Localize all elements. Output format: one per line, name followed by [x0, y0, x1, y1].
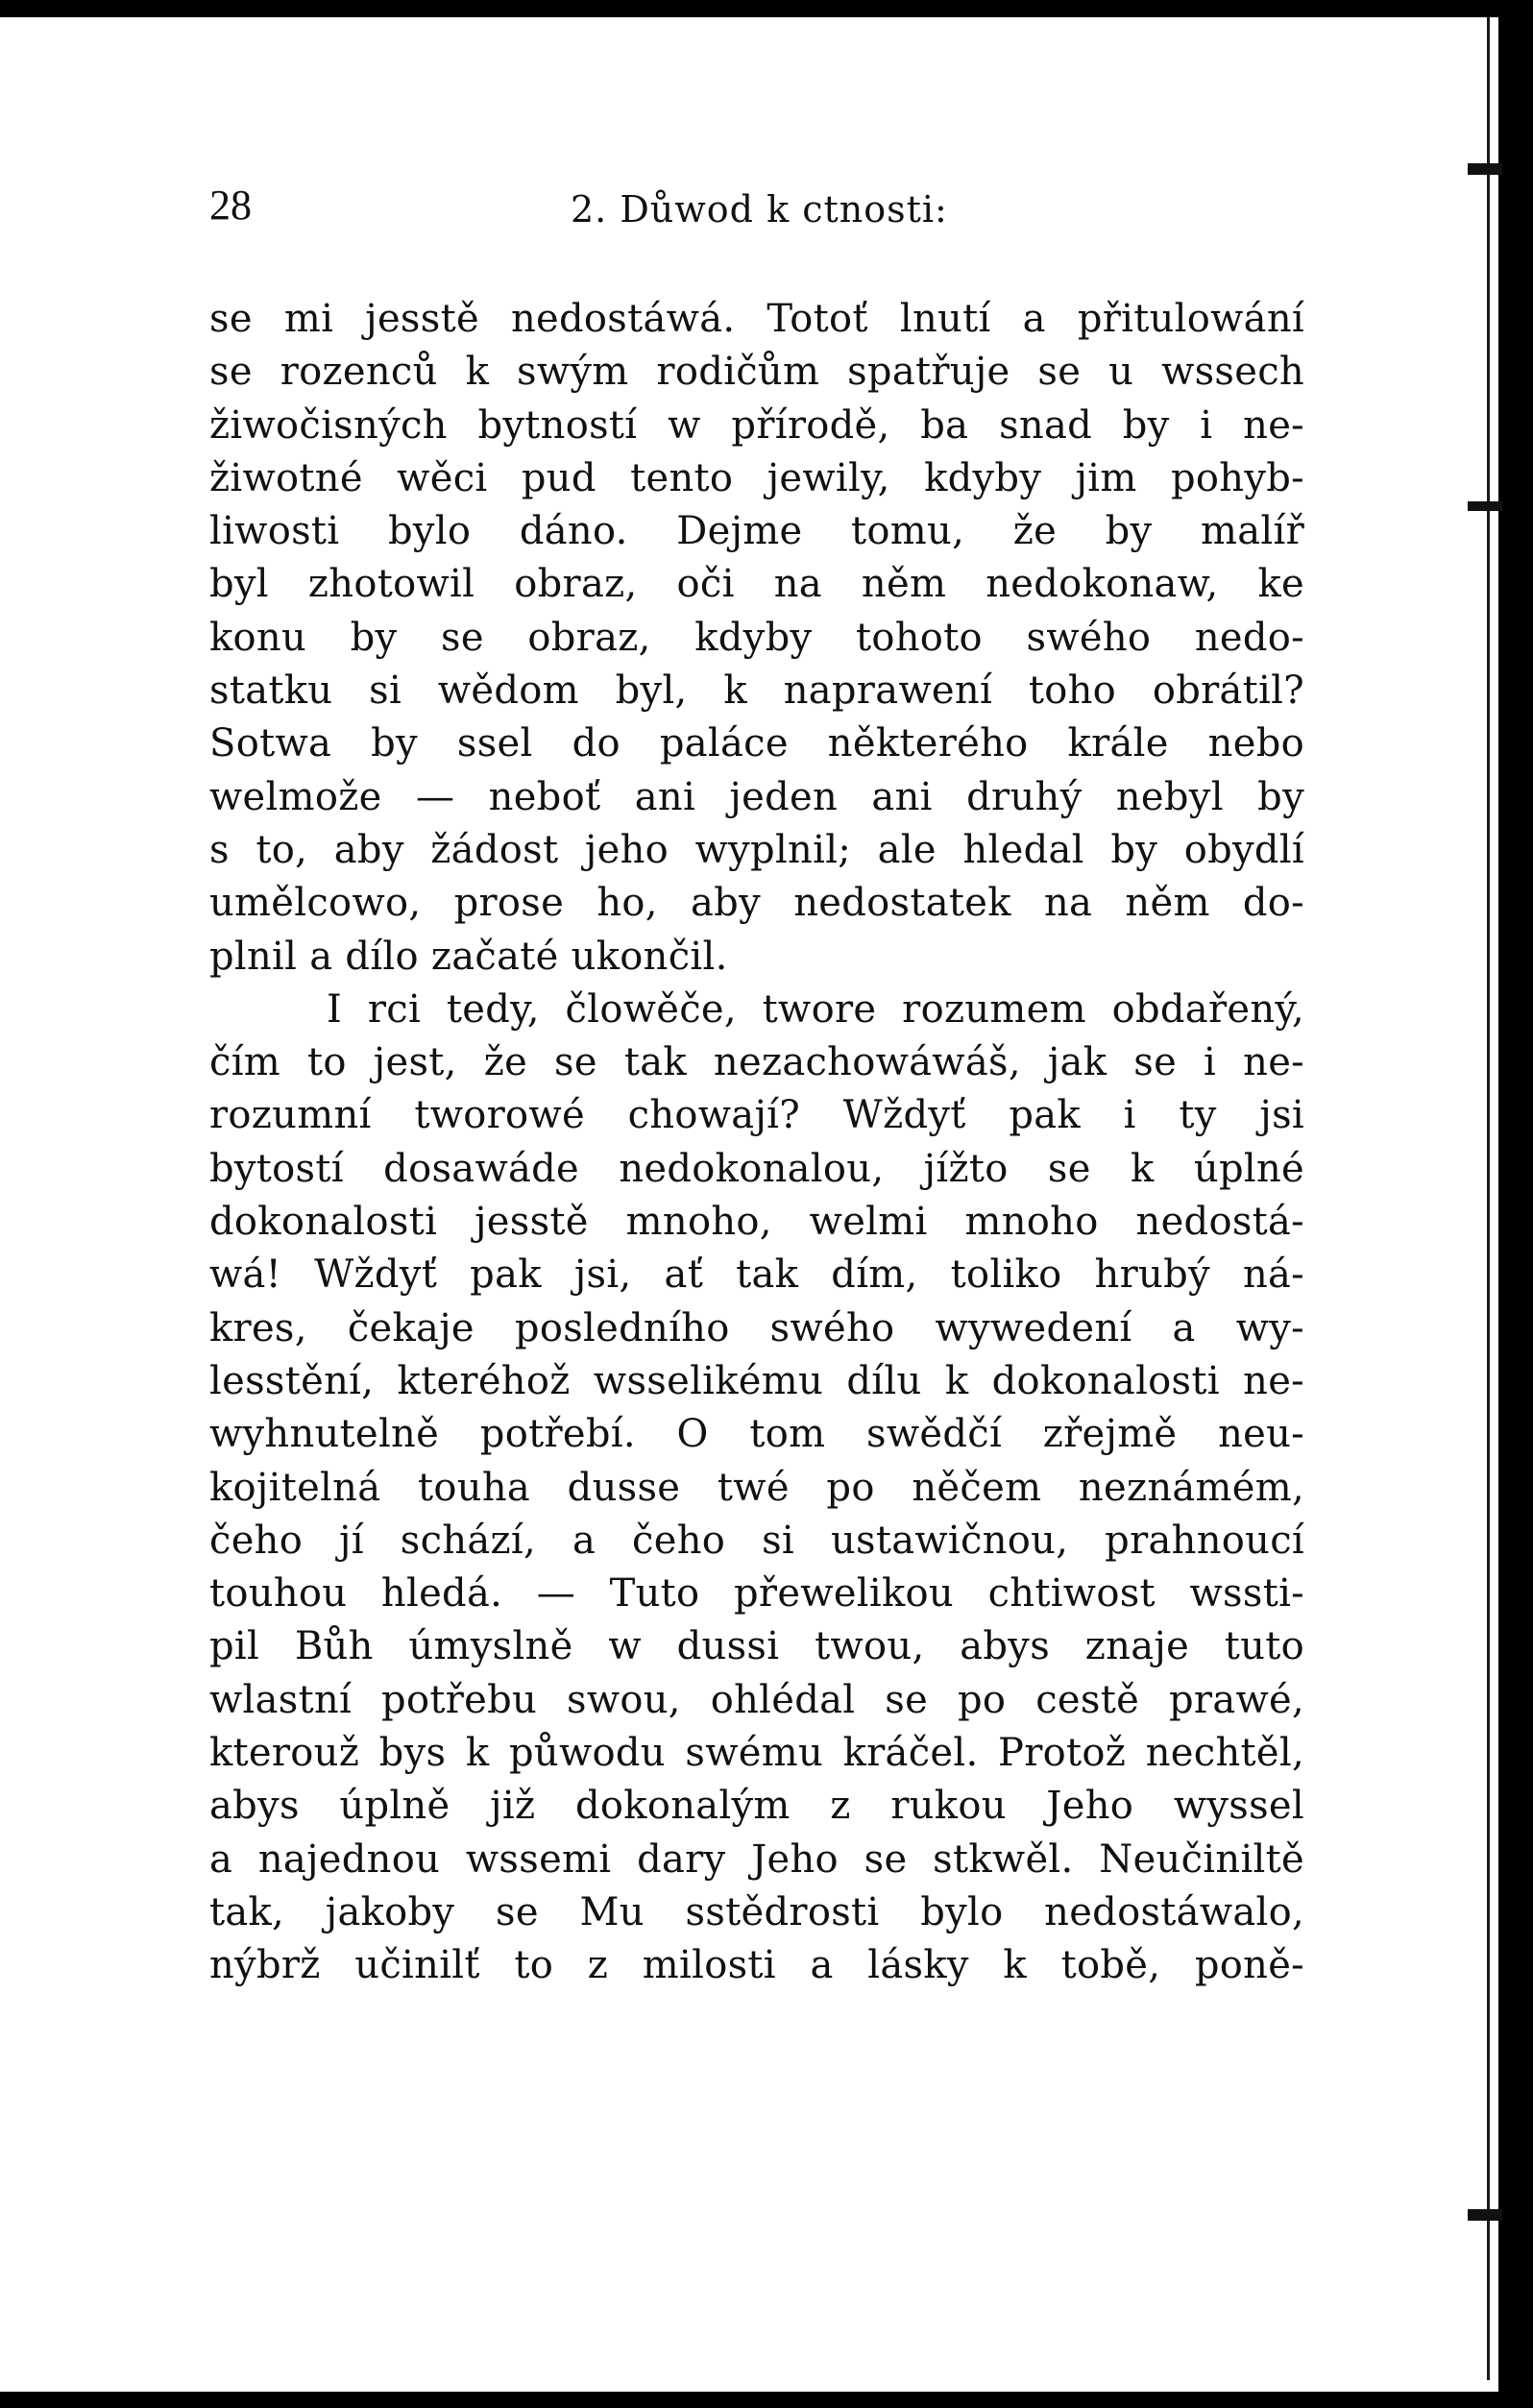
text-line: touhou hledá. — Tuto přewelikou chtiwost wssti- [209, 1571, 1304, 1617]
text-line: welmože — neboť ani jeden ani druhý nebyl by [209, 774, 1304, 819]
running-head: 2. Důwod k ctnosti: [571, 188, 948, 231]
text-line: liwosti bylo dáno. Dejme tomu, že by malíř [209, 509, 1304, 554]
edge-mark [1468, 2209, 1502, 2221]
text-line: statku si wědom byl, k naprawení toho obrátil? [209, 669, 1304, 714]
text-line: čeho jí schází, a čeho si ustawičnou, prahnoucí [209, 1518, 1304, 1563]
text-line: rozumní tworowé chowají? Wždyť pak i ty jsi [209, 1093, 1304, 1138]
paragraph [209, 293, 1304, 984]
page-number: 28 [209, 182, 252, 229]
text-line: wlastní potřebu swou, ohlédal se po cestě prawé, [209, 1677, 1304, 1722]
text-line: wyhnutelně potřebí. O tom swědčí zřejmě neu- [209, 1412, 1304, 1457]
text-line: abys úplně již dokonalým z rukou Jeho wyssel [209, 1784, 1304, 1829]
text-line: bytostí dosawáde nedokonalou, jížto se k úplné [209, 1146, 1304, 1191]
edge-mark [1468, 501, 1502, 511]
text-line: umělcowo, prose ho, aby nedostatek na něm do- [209, 881, 1304, 926]
text-line: byl zhotowil obraz, oči na něm nedokonaw, ke [209, 562, 1304, 607]
text-line: se rozenců k swým rodičům spatřuje se u wssech [209, 350, 1304, 395]
text-line: nýbrž učinilť to z milosti a lásky k tobě, poně- [209, 1943, 1304, 1988]
text-line: s to, aby žádost jeho wyplnil; ale hledal by obydlí [209, 827, 1304, 872]
text-line: kres, čekaje posledního swého wywedení a wy- [209, 1305, 1304, 1350]
text-line: tak, jakoby se Mu sstědrosti bylo nedostáwalo, [209, 1889, 1304, 1934]
page-edge-line [1487, 17, 1490, 2380]
text-line: lesstění, kteréhož wsselikému dílu k dokonalosti ne- [209, 1358, 1304, 1403]
scan-edge [1498, 0, 1533, 2408]
text-line: pil Bůh úmyslně w dussi twou, abys znaje tuto [209, 1624, 1304, 1669]
text-line: se mi jesstě nedostáwá. Totoť lnutí a přitulowání [209, 297, 1304, 341]
text-line: čím to jest, že se tak nezachowáwáš, jak se i ne- [209, 1040, 1304, 1085]
body-text [209, 293, 1304, 1993]
text-line: wá! Wždyť pak jsi, ať tak dím, toliko hrubý ná- [209, 1253, 1304, 1298]
text-line: žiwotné wěci pud tento jewily, kdyby jim pohyb- [209, 455, 1304, 500]
text-line: I rci tedy, člowěče, twore rozumem obdařený, [327, 986, 1304, 1032]
text-line: dokonalosti jesstě mnoho, welmi mnoho nedostá- [209, 1200, 1304, 1245]
text-line: Sotwa by ssel do paláce některého krále nebo [209, 721, 1304, 766]
text-line: žiwočisných bytností w přírodě, ba snad by i ne- [209, 402, 1304, 448]
text-line: plnil a dílo začaté ukončil. [209, 934, 728, 979]
edge-mark [1468, 163, 1502, 175]
text-line: konu by se obraz, kdyby tohoto swého nedo- [209, 615, 1304, 660]
text-line: kojitelná touha dusse twé po něčem neznámém, [209, 1465, 1304, 1510]
paragraph [209, 984, 1304, 1993]
text-line: kterouž bys k půwodu swému kráčel. Protož nechtěl, [209, 1731, 1304, 1776]
text-line: a najednou wssemi dary Jeho se stkwěl. Neučiniltě [209, 1836, 1304, 1882]
